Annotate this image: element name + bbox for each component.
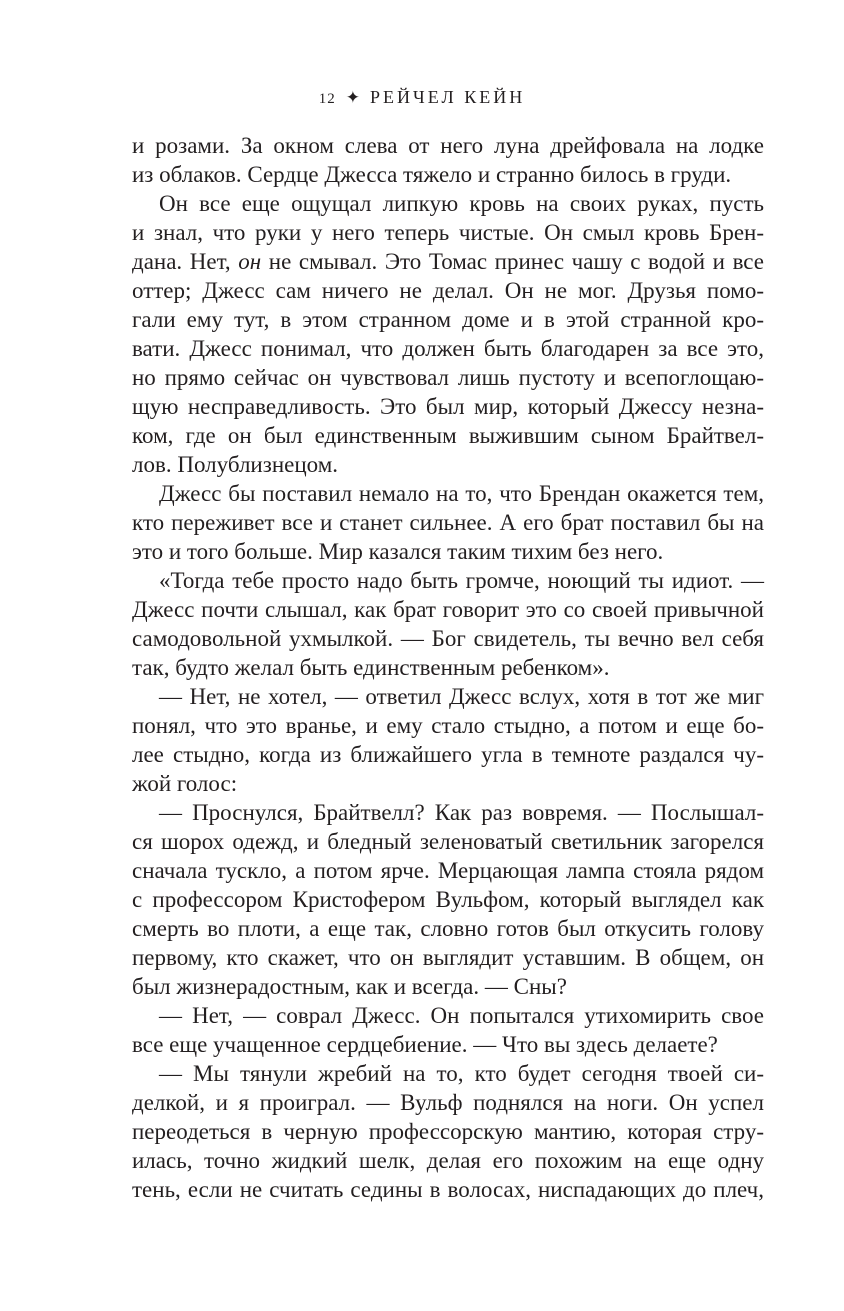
- text-run: Джесс почти слышал, как брат говорит это со своей привычной: [132, 597, 764, 622]
- text-line: [132, 1146, 764, 1175]
- italic-emphasis: он: [238, 249, 262, 274]
- text-run: — Нет, не хотел, — ответил Джесс вслух, хотя в тот же миг: [159, 684, 764, 709]
- text-run: смерть во плоти, а еще так, словно готов был откусить голову: [132, 916, 764, 941]
- text-run: щую несправедливость. Это был мир, который Джессу незна-: [132, 394, 764, 419]
- text-run: все еще учащенное сердцебиение. — Что вы здесь делаете?: [132, 1032, 718, 1057]
- text-run: это и того больше. Мир казался таким тихим без него.: [132, 539, 664, 564]
- text-line: [132, 450, 764, 479]
- text-run: Он все еще ощущал липкую кровь на своих руках, пусть: [159, 191, 764, 216]
- running-head: [0, 84, 844, 112]
- author-name: РЕЙЧЕЛ КЕЙН: [370, 87, 526, 107]
- text-line: [132, 1001, 764, 1030]
- text-line: [132, 1117, 764, 1146]
- text-run: вати. Джесс понимал, что должен быть благодарен за все это,: [132, 336, 764, 361]
- text-line: [132, 682, 764, 711]
- text-run: тень, если не считать седины в волосах, ниспадающих до плеч,: [132, 1177, 764, 1202]
- text-run: ся шорох одежд, и бледный зеленоватый светильник загорелся: [132, 829, 764, 854]
- text-run: понял, что это вранье, и ему стало стыдно, а потом и еще бо-: [132, 713, 764, 738]
- text-line: [132, 160, 764, 189]
- text-line: [132, 247, 764, 276]
- text-run: лов. Полублизнецом.: [132, 452, 339, 477]
- text-line: [132, 769, 764, 798]
- text-line: [132, 305, 764, 334]
- text-run: ком, где он был единственным выжившим сыном Брайтвел-: [132, 423, 764, 448]
- text-line: [132, 479, 764, 508]
- text-run: сначала тускло, а потом ярче. Мерцающая лампа стояла рядом: [132, 858, 764, 883]
- text-run: первому, кто скажет, что он выглядит уставшим. В общем, он: [132, 945, 764, 970]
- text-line: [132, 914, 764, 943]
- text-line: [132, 595, 764, 624]
- text-run: илась, точно жидкий шелк, делая его похожим на еще одну: [132, 1148, 764, 1173]
- text-run: был жизнерадостным, как и всегда. — Сны?: [132, 974, 567, 999]
- text-run: переодеться в черную профессорскую мантию, которая стру-: [132, 1119, 764, 1144]
- text-line: [132, 1059, 764, 1088]
- text-line: [132, 392, 764, 421]
- text-line: [132, 131, 764, 160]
- page-number: 12: [318, 91, 336, 107]
- text-line: [132, 218, 764, 247]
- text-run: из облаков. Сердце Джесса тяжело и странно билось в груди.: [132, 162, 732, 187]
- text-run: и знал, что руки у него теперь чистые. Он смыл кровь Брен-: [132, 220, 764, 245]
- text-line: [132, 1088, 764, 1117]
- text-line: [132, 653, 764, 682]
- text-run: оттер; Джесс сам ничего не делал. Он не мог. Друзья помо-: [132, 278, 764, 303]
- text-run: Джесс бы поставил немало на то, что Брендан окажется тем,: [159, 481, 764, 506]
- text-run: с профессором Кристофером Вульфом, который выглядел как: [132, 887, 764, 912]
- text-run: самодовольной ухмылкой. — Бог свидетель, ты вечно вел себя: [132, 626, 764, 651]
- text-run: — Проснулся, Брайтвелл? Как раз вовремя. — Послышал-: [159, 800, 764, 825]
- text-run: — Мы тянули жребий на то, кто будет сегодня твоей си-: [159, 1061, 764, 1086]
- text-line: [132, 885, 764, 914]
- text-run: кто переживет все и станет сильнее. А его брат поставил бы на: [132, 510, 764, 535]
- text-line: [132, 508, 764, 537]
- text-line: [132, 740, 764, 769]
- text-line: [132, 334, 764, 363]
- text-line: [132, 566, 764, 595]
- text-line: [132, 537, 764, 566]
- text-run: жой голос:: [132, 771, 238, 796]
- text-run: лее стыдно, когда из ближайшего угла в темноте раздался чу-: [132, 742, 764, 767]
- text-line: [132, 276, 764, 305]
- text-run: не смывал. Это Томас принес чашу с водой и все: [261, 249, 764, 274]
- text-run: делкой, и я проиграл. — Вульф поднялся на ноги. Он успел: [132, 1090, 764, 1115]
- text-line: [132, 1175, 764, 1204]
- text-line: [132, 421, 764, 450]
- text-line: [132, 189, 764, 218]
- text-line: [132, 1030, 764, 1059]
- text-run: гали ему тут, в этом странном доме и в этой странной кро-: [132, 307, 764, 332]
- text-line: [132, 798, 764, 827]
- body-text: [132, 131, 764, 1204]
- text-line: [132, 363, 764, 392]
- ornament-icon: ✦: [345, 88, 361, 107]
- text-run: так, будто желал быть единственным ребенком».: [132, 655, 610, 680]
- text-run: дана. Нет,: [132, 249, 239, 274]
- text-run: но прямо сейчас он чувствовал лишь пустоту и всепоглощаю-: [132, 365, 764, 390]
- text-line: [132, 624, 764, 653]
- text-line: [132, 827, 764, 856]
- text-line: [132, 711, 764, 740]
- text-line: [132, 972, 764, 1001]
- text-run: и розами. За окном слева от него луна дрейфовала на лодке: [132, 133, 764, 158]
- text-run: — Нет, — соврал Джесс. Он попытался утихомирить свое: [159, 1003, 764, 1028]
- text-line: [132, 943, 764, 972]
- text-run: «Тогда тебе просто надо быть громче, ноющий ты идиот. —: [159, 568, 764, 593]
- text-line: [132, 856, 764, 885]
